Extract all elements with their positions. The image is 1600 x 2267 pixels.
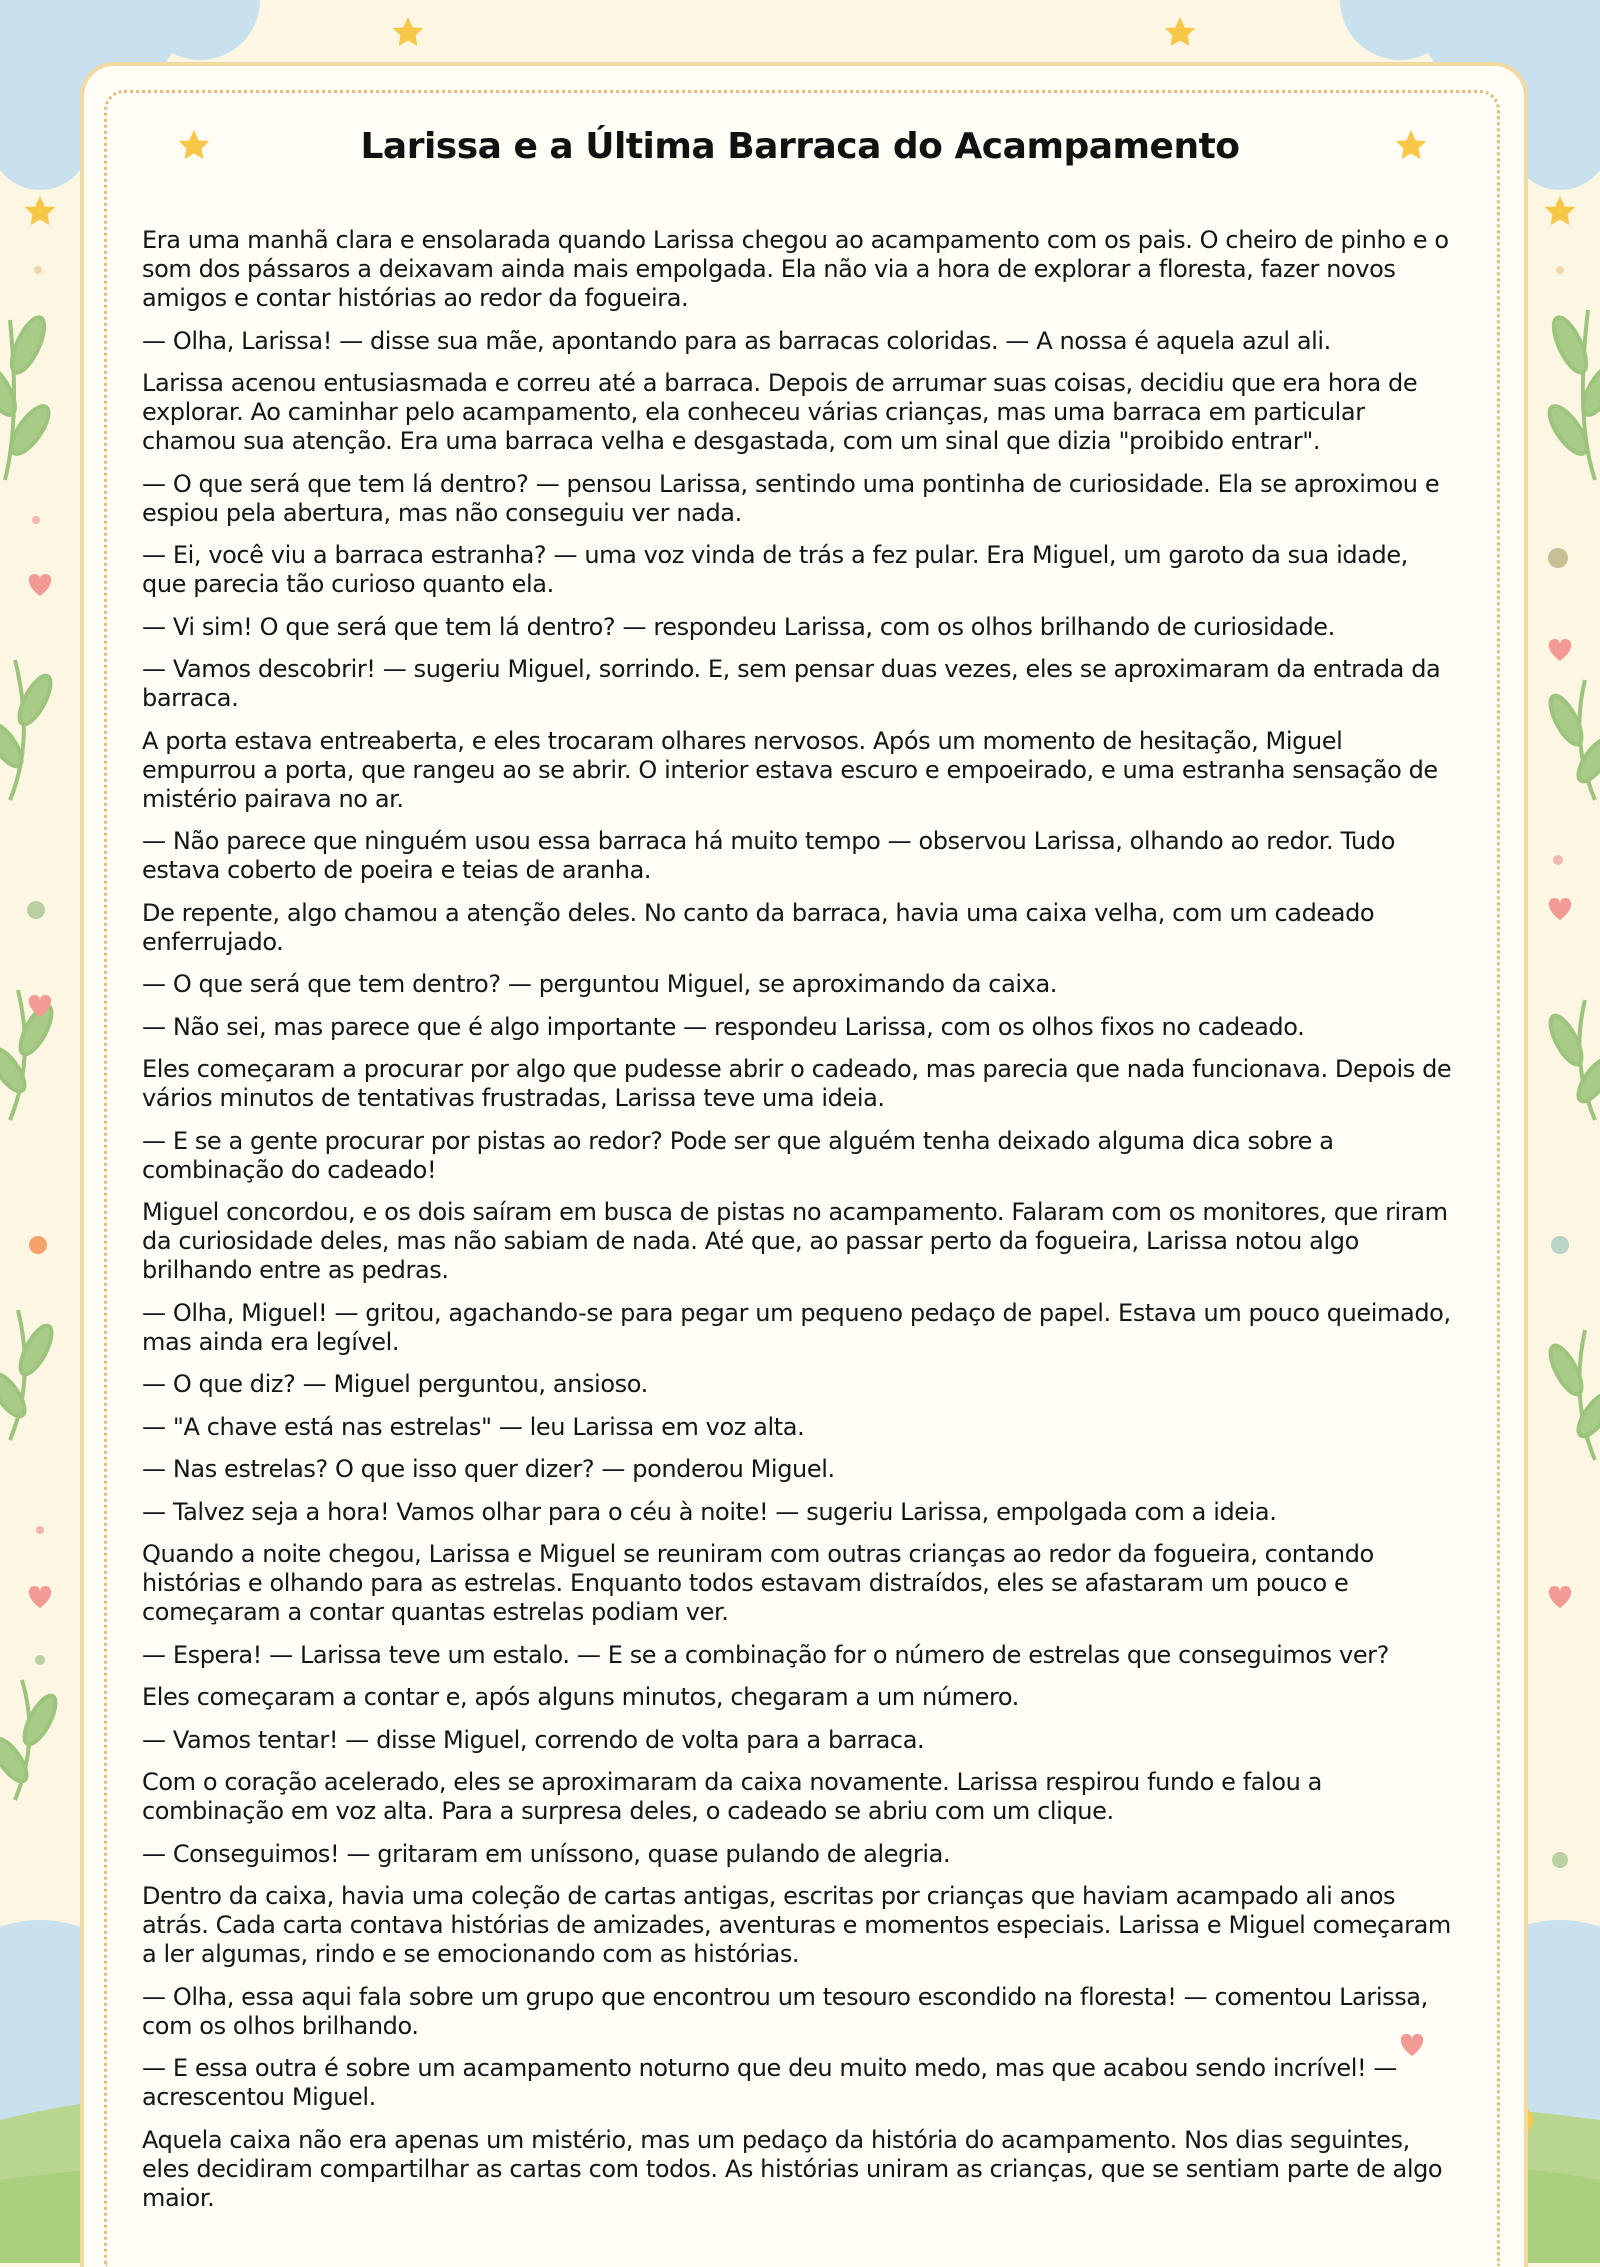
paragraph: Aquela caixa não era apenas um mistério, mas um pedaço da história do acampamento. Nos dias seguintes, eles decidiram compartilhar as cartas com todos. As histórias uniram as crianças, que se sentiam parte de algo maior. <box>142 2125 1443 2212</box>
paragraph: — Ei, você viu a barraca estranha? — uma voz vinda de trás a fez pular. Era Miguel, um garoto da sua idade, que parecia tão curioso quanto ela. <box>142 541 1408 598</box>
paragraph: — Espera! — Larissa teve um estalo. — E se a combinação for o número de estrelas que conseguimos ver? <box>142 1640 1389 1669</box>
paragraph: Com o coração acelerado, eles se aproximaram da caixa novamente. Larissa respirou fundo e falou a combinação em voz alta. Para a surpresa deles, o cadeado se abriu com um clique. <box>142 1768 1322 1825</box>
paragraph: — Conseguimos! — gritaram em uníssono, quase pulando de alegria. <box>142 1839 951 1868</box>
paragraph: Miguel concordou, e os dois saíram em busca de pistas no acampamento. Falaram com os monitores, que riram da curiosidade deles, mas não sabiam de nada. Até que, ao passar perto da fogueira, Larissa notou algo brilhando entre as pedras. <box>142 1198 1448 1284</box>
paragraph: Eles começaram a contar e, após alguns minutos, chegaram a um número. <box>142 1683 1019 1711</box>
paragraph: — Vi sim! O que será que tem lá dentro? — respondeu Larissa, com os olhos brilhando de curiosidade. <box>142 612 1335 641</box>
paragraph: — Nas estrelas? O que isso quer dizer? — ponderou Miguel. <box>142 1455 835 1483</box>
paragraph: Dentro da caixa, havia uma coleção de cartas antigas, escritas por crianças que haviam acampado ali anos atrás. Cada carta contava histórias de amizades, aventuras e momentos especiais. Larissa e Miguel começaram a ler algumas, rindo e se emocionando com as histórias. <box>142 1882 1451 1968</box>
paragraph: — E essa outra é sobre um acampamento noturno que deu muito medo, mas que acabou sendo incrível! — acrescentou Miguel. <box>142 2054 1398 2111</box>
paragraph: — Não parece que ninguém usou essa barraca há muito tempo — observou Larissa, olhando ao redor. Tudo estava coberto de poeira e teias de aranha. <box>142 827 1395 884</box>
paragraph: — O que diz? — Miguel perguntou, ansioso. <box>142 1370 648 1398</box>
paragraph: — Olha, Miguel! — gritou, agachando-se para pegar um pequeno pedaço de papel. Estava um pouco queimado, mas ainda era legível. <box>142 1298 1451 1356</box>
paragraph: A porta estava entreaberta, e eles trocaram olhares nervosos. Após um momento de hesitação, Miguel empurrou a porta, que rangeu ao se abrir. O interior estava escuro e empoeirado, e uma estranha sensação de mistério pairava no ar. <box>142 726 1438 813</box>
paragraph: Quando a noite chegou, Larissa e Miguel se reuniram com outras crianças ao redor da fogueira, contando histórias e olhando para as estrelas. Enquanto todos estavam distraídos, eles se afastaram um pouco e começaram a contar quantas estrelas podiam ver. <box>142 1540 1374 1626</box>
paragraph: Eles começaram a procurar por algo que pudesse abrir o cadeado, mas parecia que nada funcionava. Depois de vários minutos de tentativas frustradas, Larissa teve uma ideia. <box>142 1055 1452 1112</box>
paragraph: Era uma manhã clara e ensolarada quando Larissa chegou ao acampamento com os pais. O cheiro de pinho e o som dos pássaros a deixavam ainda mais empolgada. Ela não via a hora de explorar a floresta, fazer novos amigos e contar histórias ao redor da fogueira. <box>142 226 1449 312</box>
paragraph: — "A chave está nas estrelas" — leu Larissa em voz alta. <box>142 1412 805 1441</box>
paragraph: — Vamos tentar! — disse Miguel, correndo de volta para a barraca. <box>142 1725 925 1754</box>
paragraph: — Olha, essa aqui fala sobre um grupo que encontrou um tesouro escondido na floresta! — comentou Larissa, com os olhos brilhando. <box>142 1982 1428 2040</box>
leaf-branch-left <box>0 313 62 1800</box>
paragraph: — Talvez seja a hora! Vamos olhar para o céu à noite! — sugeriu Larissa, empolgada com a ideia. <box>142 1497 1277 1526</box>
paragraph: De repente, algo chamou a atenção deles. No canto da barraca, havia uma caixa velha, com um cadeado enferrujado. <box>142 898 1375 956</box>
story-title: Larissa e a Última Barraca do Acampamento <box>360 126 1240 167</box>
paragraph: — Vamos descobrir! — sugeriu Miguel, sorrindo. E, sem pensar duas vezes, eles se aproximaram da entrada da barraca. <box>142 655 1441 712</box>
paragraph: — Olha, Larissa! — disse sua mãe, apontando para as barracas coloridas. — A nossa é aquela azul ali. <box>142 326 1331 355</box>
paragraph: — Não sei, mas parece que é algo importante — respondeu Larissa, com os olhos fixos no cadeado. <box>142 1012 1305 1041</box>
paragraph: Larissa acenou entusiasmada e correu até a barraca. Depois de arrumar suas coisas, decidiu que era hora de explorar. Ao caminhar pelo acampamento, ela conheceu várias crianças, mas uma barraca em particular chamou sua atenção. Era uma barraca velha e desgastada, com um sinal que dizia "proibido entrar". <box>142 369 1418 455</box>
story-body <box>142 226 1458 2226</box>
paragraph: — O que será que tem dentro? — perguntou Miguel, se aproximando da caixa. <box>142 970 1057 998</box>
paragraph: — E se a gente procurar por pistas ao redor? Pode ser que alguém tenha deixado alguma dica sobre a combinação do cadeado! <box>142 1126 1334 1184</box>
leaf-branch-right <box>1543 310 1600 1460</box>
paragraph: — O que será que tem lá dentro? — pensou Larissa, sentindo uma pontinha de curiosidade. Ela se aproximou e espiou pela abertura, mas não conseguiu ver nada. <box>142 469 1440 527</box>
